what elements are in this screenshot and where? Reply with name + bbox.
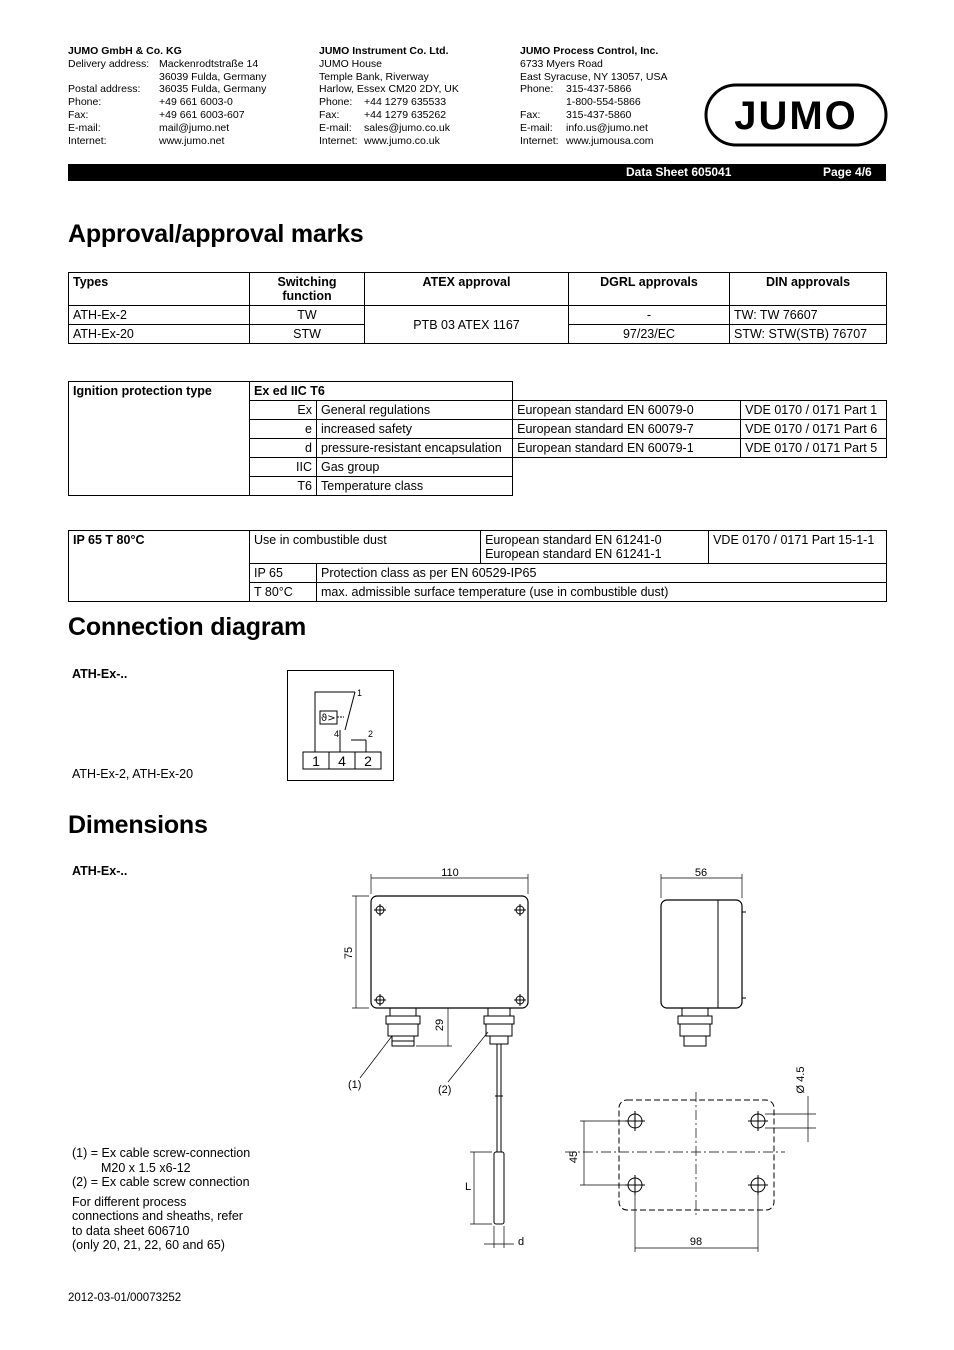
table-row: d pressure-resistant encapsulation European standard EN 60079-1 VDE 0170 / 0171 Part 5 — [69, 439, 887, 458]
footer-code: 2012-03-01/00073252 — [68, 1292, 182, 1304]
connection-diagram — [287, 670, 394, 781]
ip-table — [68, 530, 887, 602]
svg-text:L: L — [464, 1181, 472, 1193]
dimensions-model: ATH-Ex-.. — [72, 864, 128, 878]
svg-text:75: 75 — [343, 946, 355, 960]
address-table-uk: Phone: +44 1279 635533 Fax: +44 1279 635262 E-mail: sales@jumo.co.uk Internet: www.jumo.co.uk — [319, 96, 450, 147]
datasheet-number: Data Sheet 605041 — [626, 165, 732, 179]
jumo-logo — [704, 83, 888, 147]
jumo-logo-icon — [704, 83, 888, 147]
wiring-diagram-icon — [287, 670, 394, 781]
table-header-row: Types Switching function ATEX approval DGRL approvals DIN approvals — [69, 273, 887, 306]
table-row: T6 Temperature class — [69, 477, 887, 496]
svg-text:JUMO: JUMO — [734, 94, 858, 138]
svg-text:4: 4 — [338, 753, 346, 769]
svg-text:45: 45 — [568, 1150, 580, 1164]
dimension-notes: (1) = Ex cable screw-connection M20 x 1.5 x6-12 (2) = Ex cable screw connection For different process connections and sheaths, refer to data sheet 606710 (only 20, 21, 22, 60 and 65) — [72, 1146, 251, 1252]
address-table-de: Delivery address: Mackenrodtstraße 14 36039 Fulda, Germany Postal address: 36035 Fulda, Germany Phone: +49 661 6003-0 Fax: +49 661 6003-607 E-mail: mail@jumo.net Internet: www.jumo.net — [68, 57, 267, 147]
table-row: IP 65 Protection class as per EN 60529-IP65 — [69, 564, 887, 583]
table-row: ATH-Ex-2 TW PTB 03 ATEX 1167 - TW: TW 76607 — [69, 306, 887, 325]
svg-text:2: 2 — [364, 753, 372, 769]
connection-models: ATH-Ex-2, ATH-Ex-20 — [72, 767, 194, 781]
svg-text:110: 110 — [441, 867, 459, 879]
svg-text:29: 29 — [434, 1018, 446, 1032]
svg-text:ϑ>: ϑ> — [321, 713, 336, 724]
table-row: e increased safety European standard EN 60079-7 VDE 0170 / 0171 Part 6 — [69, 420, 887, 439]
datasheet-bar — [68, 164, 886, 181]
ignition-table — [68, 381, 887, 496]
table-row: Ignition protection type Ex ed IIC T6 — [69, 382, 887, 401]
company-address-us: JUMO Process Control, Inc. 6733 Myers Road East Syracuse, NY 13057, USA Phone: 315-437-5866 1-800-554-5866 Fax: 315-437-5860 E-mail: info.us@jumo.net Internet: www.jumousa.com — [520, 45, 668, 147]
svg-text:(1): (1) — [348, 1079, 362, 1091]
table-row: T 80°C max. admissible surface temperature (use in combustible dust) — [69, 583, 887, 602]
table-row: IP 65 T 80°C Use in combustible dust European standard EN 61241-0 European standard EN 61241-1 VDE 0170 / 0171 Part 15-1-1 — [69, 531, 887, 564]
svg-text:2: 2 — [368, 729, 374, 739]
svg-text:d: d — [518, 1236, 525, 1248]
table-row: IIC Gas group — [69, 458, 887, 477]
company-address-uk: JUMO Instrument Co. Ltd. JUMO House Temple Bank, Riverway Harlow, Essex CM20 2DY, UK Phone: +44 1279 635533 Fax: +44 1279 635262 E-mail: sales@jumo.co.uk Internet: www.jumo.co.uk — [319, 45, 459, 147]
connection-model: ATH-Ex-.. — [72, 667, 128, 681]
dimension-drawing — [330, 860, 830, 1260]
svg-text:Ø 4.5: Ø 4.5 — [795, 1066, 807, 1094]
svg-text:56: 56 — [694, 867, 708, 879]
approvals-table — [68, 272, 887, 344]
svg-text:4: 4 — [334, 729, 340, 739]
svg-text:(2): (2) — [438, 1084, 452, 1096]
dimensions-title: Dimensions — [68, 811, 208, 839]
approvals-title: Approval/approval marks — [68, 220, 364, 248]
table-row: Ex General regulations European standard EN 60079-0 VDE 0170 / 0171 Part 1 — [69, 401, 887, 420]
company-address-de: JUMO GmbH & Co. KG Delivery address: Mackenrodtstraße 14 36039 Fulda, Germany Postal address: 36035 Fulda, Germany Phone: +49 661 6003-0 Fax: +49 661 6003-607 E-mail: mail@jumo.net Internet: www.jumo.net — [68, 45, 267, 147]
svg-text:1: 1 — [357, 688, 363, 698]
svg-text:98: 98 — [689, 1236, 703, 1248]
page-number: Page 4/6 — [823, 165, 872, 179]
address-table-us: Phone: 315-437-5866 1-800-554-5866 Fax: 315-437-5860 E-mail: info.us@jumo.net Internet: www.jumousa.com — [520, 83, 654, 147]
table-row: ATH-Ex-20 STW 97/23/EC STW: STW(STB) 76707 — [69, 325, 887, 344]
connection-title: Connection diagram — [68, 613, 307, 641]
svg-text:1: 1 — [312, 753, 320, 769]
